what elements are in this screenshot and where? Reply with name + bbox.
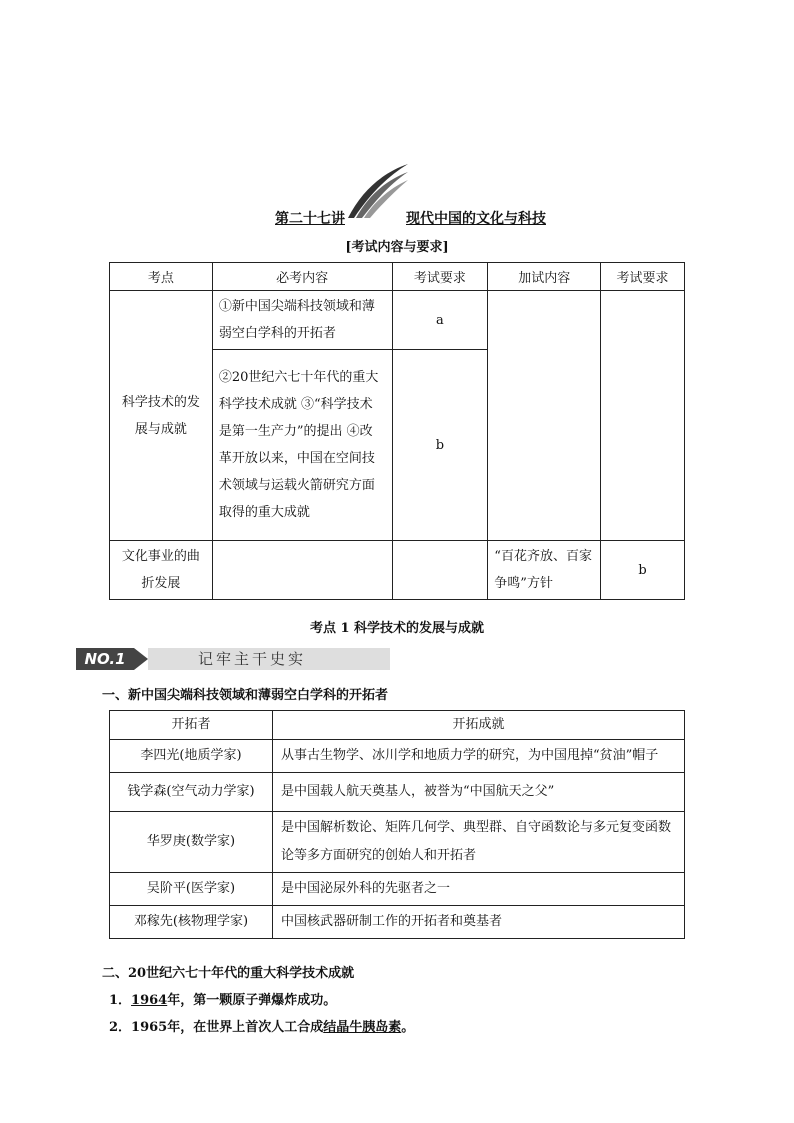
lesson-number: 第二十七讲 xyxy=(275,211,345,227)
part2-heading: 二、20世纪六七十年代的重大科学技术成就 xyxy=(102,966,355,981)
header-cell: 必考内容 xyxy=(212,263,392,291)
pioneer-achievement: 从事古生物学、冰川学和地质力学的研究，为中国甩掉“贫油”帽子 xyxy=(273,740,685,773)
lesson-subtitle: [考试内容与要求] xyxy=(345,240,449,255)
level-cell xyxy=(392,541,488,600)
pioneers-table xyxy=(109,710,685,939)
lesson-title xyxy=(0,208,794,228)
content-cell xyxy=(212,541,392,600)
pioneer-name: 吴阶平(医学家) xyxy=(110,873,273,906)
table-row xyxy=(110,291,685,350)
part1-heading: 一、新中国尖端科技领域和薄弱空白学科的开拓者 xyxy=(102,688,389,703)
pioneer-name: 邓稼先(核物理学家) xyxy=(110,906,273,939)
level-cell: a xyxy=(392,291,488,350)
header-cell: 开拓者 xyxy=(110,711,273,740)
item-suffix: 。 xyxy=(401,1020,415,1035)
header-cell: 考点 xyxy=(110,263,213,291)
item-prefix: 2．1965年，在世界上首次人工合成 xyxy=(109,1020,324,1035)
extra-level-cell: b xyxy=(601,541,685,600)
requirements-table xyxy=(109,262,685,600)
banner-arrow-icon xyxy=(134,648,148,670)
item-text: 年，第一颗原子弹爆炸成功。 xyxy=(167,993,337,1008)
header-cell: 考试要求 xyxy=(392,263,488,291)
table-row xyxy=(110,773,685,812)
table-row xyxy=(110,812,685,873)
item-prefix: 1． xyxy=(109,993,132,1008)
header-cell: 考试要求 xyxy=(601,263,685,291)
banner-label: 记牢主干史实 xyxy=(198,650,307,668)
pioneer-achievement: 是中国解析数论、矩阵几何学、典型群、自守函数论与多元复变函数论等多方面研究的创始人和开拓者 xyxy=(273,812,685,873)
extra-content-cell: “百花齐放、百家争鸣”方针 xyxy=(488,541,601,600)
list-item xyxy=(109,989,336,1008)
banner-number: NO.1 xyxy=(76,648,134,670)
extra-content-cell xyxy=(488,291,601,541)
section-banner xyxy=(76,648,390,670)
pioneer-name: 华罗庚(数学家) xyxy=(110,812,273,873)
exam-point-cell: 科学技术的发展与成就 xyxy=(110,291,213,541)
header-cell: 开拓成就 xyxy=(273,711,685,740)
exam-point-cell: 文化事业的曲折发展 xyxy=(110,541,213,600)
table-row xyxy=(110,906,685,939)
item-year: 1964 xyxy=(131,993,168,1008)
pioneer-name: 钱学森(空气动力学家) xyxy=(110,773,273,812)
section-heading: 考点 1 科学技术的发展与成就 xyxy=(309,621,485,636)
header-cell: 加试内容 xyxy=(488,263,601,291)
content-cell: ①新中国尖端科技领域和薄弱空白学科的开拓者 xyxy=(212,291,392,350)
pioneer-achievement: 中国核武器研制工作的开拓者和奠基者 xyxy=(273,906,685,939)
list-item xyxy=(109,1016,414,1035)
table-row xyxy=(110,873,685,906)
pioneer-achievement: 是中国载人航天奠基人，被誉为“中国航天之父” xyxy=(273,773,685,812)
content-cell: ②20世纪六七十年代的重大科学技术成就 ③“科学技术是第一生产力”的提出 ④改革开放以来，中国在空间技术领域与运载火箭研究方面取得的重大成就 xyxy=(212,350,392,541)
level-cell: b xyxy=(392,350,488,541)
table-row xyxy=(110,740,685,773)
pioneer-name: 李四光(地质学家) xyxy=(110,740,273,773)
pioneer-achievement: 是中国泌尿外科的先驱者之一 xyxy=(273,873,685,906)
table-row xyxy=(110,541,685,600)
table-header-row xyxy=(110,263,685,291)
lesson-topic: 现代中国的文化与科技 xyxy=(406,211,546,227)
extra-level-cell xyxy=(601,291,685,541)
item-underlined: 结晶牛胰岛素 xyxy=(323,1020,402,1035)
table-header-row xyxy=(110,711,685,740)
